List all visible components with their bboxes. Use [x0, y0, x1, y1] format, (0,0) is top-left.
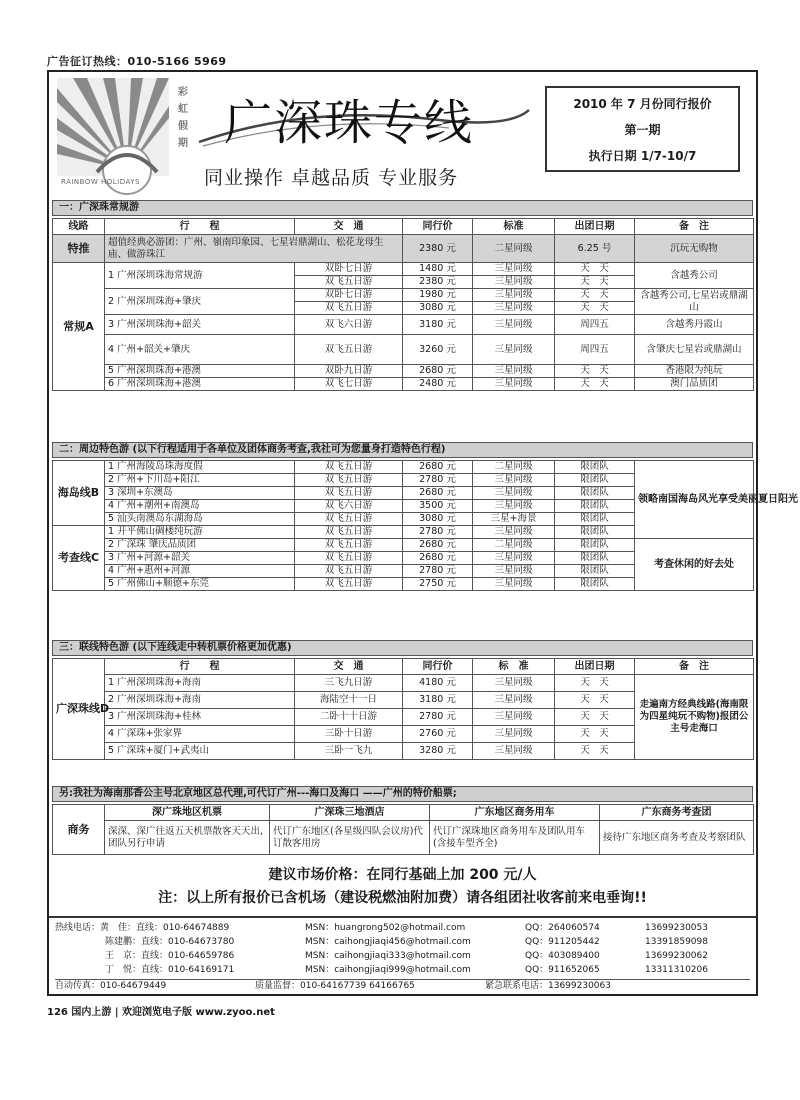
route-cell: 1 广州深圳珠海+海南 [105, 675, 295, 692]
contact-phone: 陈建鹏：直线：010-64673780 [105, 937, 235, 947]
rainbow-holidays-logo [57, 78, 187, 188]
section-2-title: 二：周边特色游 (以下行程适用于各单位及团体商务考查,我社可为您量身打造特色行程) [52, 442, 753, 458]
standard-cell: 二星同级 [473, 539, 555, 552]
price-cell: 2780 元 [403, 526, 473, 539]
section-3-table [52, 658, 754, 760]
route-cell: 5 广深珠+厦门+武夷山 [105, 743, 295, 760]
logo-char: 期 [178, 138, 188, 149]
service-desc: 深深、深广往返五天机票散客天天出,团队另行申请 [105, 821, 270, 855]
date-cell: 天 天 [555, 692, 635, 709]
standard-cell: 三星同级 [473, 578, 555, 591]
contact-phone: 丁 悦：直线：010-64169171 [105, 965, 235, 975]
group-label-b: 海岛线B [53, 461, 105, 526]
price-cell: 3180 元 [403, 315, 473, 335]
special-date: 6.25 号 [555, 235, 635, 263]
date-cell: 天 天 [555, 743, 635, 760]
transport-cell: 双飞五日游 [295, 513, 403, 526]
transport-cell: 三卧一飞九 [295, 743, 403, 760]
header-cell: 同行价 [403, 219, 473, 235]
transport-cell: 双飞六日游 [295, 500, 403, 513]
price-cell: 3500 元 [403, 500, 473, 513]
table-header-row [53, 805, 754, 821]
table-header-row [53, 219, 754, 235]
transport-cell: 双飞五日游 [295, 487, 403, 500]
route-cell: 3 广州深圳珠海+韶关 [105, 315, 295, 335]
standard-cell: 三星同级 [473, 474, 555, 487]
standard-cell: 三星同级 [473, 315, 555, 335]
price-cell: 2780 元 [403, 565, 473, 578]
contact-qq: QQ：911205442 [525, 937, 600, 947]
standard-cell: 三星同级 [473, 552, 555, 565]
price-period-title: 2010 年 7 月份同行报价 [573, 97, 712, 111]
date-cell: 天 天 [555, 365, 635, 378]
header-cell: 出团日期 [555, 219, 635, 235]
route-cell: 1 广州深圳珠海常规游 [105, 263, 295, 289]
logo-char: 假 [178, 121, 188, 132]
standard-cell: 三星同级 [473, 487, 555, 500]
header-cell: 备 注 [635, 659, 754, 675]
contact-mobile: 13699230053 [645, 923, 708, 933]
table-row [53, 315, 754, 335]
standard-cell: 三星同级 [473, 743, 555, 760]
date-cell: 限团队 [555, 552, 635, 565]
standard-cell: 三星同级 [473, 365, 555, 378]
header-cell: 行 程 [105, 659, 295, 675]
header-cell: 线路 [53, 219, 105, 235]
transport-cell: 双飞五日游 [295, 565, 403, 578]
route-cell: 5 汕头南澳岛东湖海岛 [105, 513, 295, 526]
special-standard: 二星同级 [473, 235, 555, 263]
header-cell: 广东地区商务用车 [430, 805, 600, 821]
transport-cell: 双飞五日游 [295, 539, 403, 552]
table-header-row [53, 659, 754, 675]
price-cell: 2680 元 [403, 552, 473, 565]
transport-cell: 双飞五日游 [295, 526, 403, 539]
logo-char: 虹 [178, 104, 188, 115]
route-cell: 3 广州+河源+韶关 [105, 552, 295, 565]
transport-cell: 三卧十日游 [295, 726, 403, 743]
header-cell: 深广珠地区机票 [105, 805, 270, 821]
transport-cell: 双飞五日游 [295, 461, 403, 474]
table-row [53, 461, 754, 474]
transport-cell: 双飞五日游 [295, 302, 403, 315]
standard-cell: 三星同级 [473, 692, 555, 709]
header-cell: 出团日期 [555, 659, 635, 675]
transport-cell: 双飞五日游 [295, 578, 403, 591]
date-cell: 限团队 [555, 565, 635, 578]
logo-char: 彩 [178, 87, 188, 98]
contact-qq: QQ：403089400 [525, 951, 600, 961]
special-offer-row [53, 235, 754, 263]
price-cell: 3180 元 [403, 692, 473, 709]
contact-phone: 王 京：直线：010-64659786 [105, 951, 235, 961]
issue-number: 第一期 [624, 123, 661, 137]
date-cell: 限团队 [555, 474, 635, 487]
header [49, 72, 756, 196]
section-1-title: 一：广深珠常规游 [52, 200, 753, 216]
section-1-table [52, 218, 754, 391]
transport-cell: 双卧七日游 [295, 263, 403, 276]
route-cell: 1 广州海陵岛珠海度假 [105, 461, 295, 474]
header-cell: 标 准 [473, 659, 555, 675]
header-cell: 广深珠三地酒店 [270, 805, 430, 821]
table-row [53, 263, 754, 276]
standard-cell: 三星同级 [473, 526, 555, 539]
header-cell: 交 通 [295, 219, 403, 235]
business-label: 商务 [53, 805, 105, 855]
price-cell: 3280 元 [403, 743, 473, 760]
quality-supervision: 质量监督：010-64167739 64166765 [255, 981, 415, 991]
table-row [53, 378, 754, 391]
business-services-table [52, 804, 754, 855]
contact-msn: MSN：huangrong502@hotmail.com [305, 923, 466, 933]
slogan: 同业操作 卓越品质 专业服务 [204, 167, 459, 189]
group-label-c: 考查线C [53, 526, 105, 591]
transport-cell: 双飞五日游 [295, 474, 403, 487]
price-cell: 2750 元 [403, 578, 473, 591]
transport-cell: 双飞六日游 [295, 315, 403, 335]
special-note: 沉玩无购物 [635, 235, 754, 263]
contact-qq: QQ：911652065 [525, 965, 600, 975]
table-row [53, 539, 754, 552]
date-cell: 限团队 [555, 526, 635, 539]
price-period-box [545, 86, 740, 172]
service-desc: 代订广东地区(各星级四队会议房)代订散客用房 [270, 821, 430, 855]
standard-cell: 三星同级 [473, 302, 555, 315]
valid-dates: 执行日期 1/7-10/7 [588, 149, 697, 163]
note-cell: 考查休闲的好去处 [635, 539, 754, 591]
price-cell: 2380 元 [403, 276, 473, 289]
transport-cell: 双卧七日游 [295, 289, 403, 302]
contact-msn: MSN：caihongjiaqi999@hotmail.com [305, 965, 471, 975]
header-cell: 同行价 [403, 659, 473, 675]
service-desc: 代订广深珠地区商务用车及团队用车(含接车型齐全) [430, 821, 600, 855]
contact-qq: QQ：264060574 [525, 923, 600, 933]
transport-cell: 三飞九日游 [295, 675, 403, 692]
price-cell: 2780 元 [403, 709, 473, 726]
date-cell: 限团队 [555, 578, 635, 591]
standard-cell: 三星同级 [473, 263, 555, 276]
price-cell: 3080 元 [403, 513, 473, 526]
table-row [53, 335, 754, 365]
standard-cell: 三星同级 [473, 378, 555, 391]
page-footer: 126 国内上游 | 欢迎浏览电子版 www.zyoo.net [47, 1007, 275, 1018]
sunburst-logo-icon [57, 78, 175, 178]
standard-cell: 二星同级 [473, 461, 555, 474]
route-cell: 2 广深珠 肇庆品质团 [105, 539, 295, 552]
contact-msn: MSN：caihongjiaqi333@hotmail.com [305, 951, 471, 961]
header-cell: 交 通 [295, 659, 403, 675]
price-notice: 注：以上所有报价已含机场（建设税燃油附加费）请各组团社收客前来电垂询!! [158, 890, 647, 906]
date-cell: 天 天 [555, 289, 635, 302]
route-cell: 4 广州+潮州+南澳岛 [105, 500, 295, 513]
date-cell: 天 天 [555, 709, 635, 726]
route-cell: 3 广州深圳珠海+桂林 [105, 709, 295, 726]
page-title: 广深珠专线 [224, 95, 475, 151]
main-frame [47, 70, 798, 996]
contact-row [55, 979, 750, 992]
standard-cell: 三星同级 [473, 726, 555, 743]
transport-cell: 二卧十十日游 [295, 709, 403, 726]
header-cell: 备 注 [635, 219, 754, 235]
standard-cell: 三星同级 [473, 500, 555, 513]
contact-mobile: 13311310206 [645, 965, 708, 975]
price-cell: 3080 元 [403, 302, 473, 315]
route-cell: 2 广州+下川岛+阳江 [105, 474, 295, 487]
note-cell: 含越秀丹霞山 [635, 315, 754, 335]
price-cell: 2680 元 [403, 539, 473, 552]
route-cell: 5 广州佛山+顺德+东莞 [105, 578, 295, 591]
route-cell: 4 广州+韶关+肇庆 [105, 335, 295, 365]
header-cell: 标准 [473, 219, 555, 235]
suggested-price-note: 建议市场价格：在同行基础上加 200 元/人 [268, 867, 537, 883]
standard-cell: 三星同级 [473, 335, 555, 365]
transport-cell: 双卧九日游 [295, 365, 403, 378]
price-cell: 2680 元 [403, 461, 473, 474]
transport-cell: 双飞五日游 [295, 335, 403, 365]
special-price: 2380 元 [403, 235, 473, 263]
route-cell: 3 深圳+东澳岛 [105, 487, 295, 500]
service-desc: 接待广东地区商务考查及考察团队 [600, 821, 754, 855]
note-cell: 含肇庆七星岩或鼎湖山 [635, 335, 754, 365]
standard-cell: 三星同级 [473, 565, 555, 578]
transport-cell: 双飞五日游 [295, 276, 403, 289]
contact-mobile: 13699230062 [645, 951, 708, 961]
transport-cell: 双飞七日游 [295, 378, 403, 391]
transport-cell: 双飞五日游 [295, 552, 403, 565]
route-cell: 4 广深珠+张家界 [105, 726, 295, 743]
note-cell: 含越秀公司 [635, 263, 754, 289]
group-label-a: 常规A [53, 263, 105, 391]
emergency-phone: 紧急联系电话：13699230063 [485, 981, 611, 991]
standard-cell: 三星同级 [473, 289, 555, 302]
route-cell: 2 广州深圳珠海+肇庆 [105, 289, 295, 315]
date-cell: 限团队 [555, 539, 635, 552]
price-cell: 4180 元 [403, 675, 473, 692]
price-cell: 2760 元 [403, 726, 473, 743]
contact-msn: MSN：caihongjiaqi456@hotmail.com [305, 937, 471, 947]
contact-phone: 热线电话：黄 佳：直线：010-64674889 [55, 923, 230, 933]
date-cell: 周四五 [555, 315, 635, 335]
date-cell: 周四五 [555, 335, 635, 365]
note-cell: 含越秀公司,七星岩或鼎湖山 [635, 289, 754, 315]
table-row [53, 365, 754, 378]
route-cell: 6 广州深圳珠海+港澳 [105, 378, 295, 391]
price-cell: 2680 元 [403, 365, 473, 378]
price-cell: 1480 元 [403, 263, 473, 276]
note-cell: 领略南国海岛风光享受美丽夏日阳光 [635, 461, 754, 539]
other-services-title: 另:我社为海南那香公主号北京地区总代理,可代订广州---海口及海口 ——广州的特价船票; [52, 786, 753, 802]
contact-mobile: 13391859098 [645, 937, 708, 947]
table-row [53, 821, 754, 855]
special-label: 特推 [53, 235, 105, 263]
standard-cell: 三星同级 [473, 709, 555, 726]
header-cell: 广东商务考查团 [600, 805, 754, 821]
auto-fax: 自动传真：010-64679449 [55, 981, 167, 991]
price-cell: 2480 元 [403, 378, 473, 391]
route-cell: 4 广州+惠州+河源 [105, 565, 295, 578]
note-cell: 澳门品质团 [635, 378, 754, 391]
route-cell: 5 广州深圳珠海+港澳 [105, 365, 295, 378]
standard-cell: 三星同级 [473, 675, 555, 692]
standard-cell: 三星同级 [473, 276, 555, 289]
section-3-title: 三：联线特色游 (以下连线走中转机票价格更加优惠) [52, 640, 753, 656]
route-cell: 1 开平佛山碉楼纯玩游 [105, 526, 295, 539]
price-cell: 3260 元 [403, 335, 473, 365]
note-cell: 走遍南方经典线路(海南限为四星纯玩不购物)报团公主号走海口 [635, 675, 754, 760]
logo-english: RAINBOW HOLIDAYS [61, 178, 140, 186]
price-cell: 2680 元 [403, 487, 473, 500]
transport-cell: 海陆空十一日 [295, 692, 403, 709]
table-row [53, 289, 754, 302]
contact-info [49, 916, 756, 994]
price-cell: 2780 元 [403, 474, 473, 487]
header-cell: 行 程 [105, 219, 295, 235]
note-cell: 香港限为纯玩 [635, 365, 754, 378]
route-cell: 2 广州深圳珠海+海南 [105, 692, 295, 709]
group-label-d: 广深珠线D [53, 659, 105, 760]
date-cell: 限团队 [555, 487, 635, 500]
price-cell: 1980 元 [403, 289, 473, 302]
date-cell: 限团队 [555, 513, 635, 526]
date-cell: 天 天 [555, 263, 635, 276]
special-route: 超值经典必游团：广州、嶺南印象园、七星岩鼎湖山、松花龙母生庙、做游珠江 [105, 235, 403, 263]
date-cell: 天 天 [555, 302, 635, 315]
date-cell: 天 天 [555, 726, 635, 743]
ad-hotline: 广告征订热线：010-5166 5969 [47, 55, 227, 68]
section-2-table [52, 460, 798, 591]
date-cell: 天 天 [555, 378, 635, 391]
standard-cell: 三星+海景 [473, 513, 555, 526]
date-cell: 限团队 [555, 461, 635, 474]
table-row [53, 675, 754, 692]
date-cell: 限团队 [555, 500, 635, 513]
date-cell: 天 天 [555, 276, 635, 289]
date-cell: 天 天 [555, 675, 635, 692]
